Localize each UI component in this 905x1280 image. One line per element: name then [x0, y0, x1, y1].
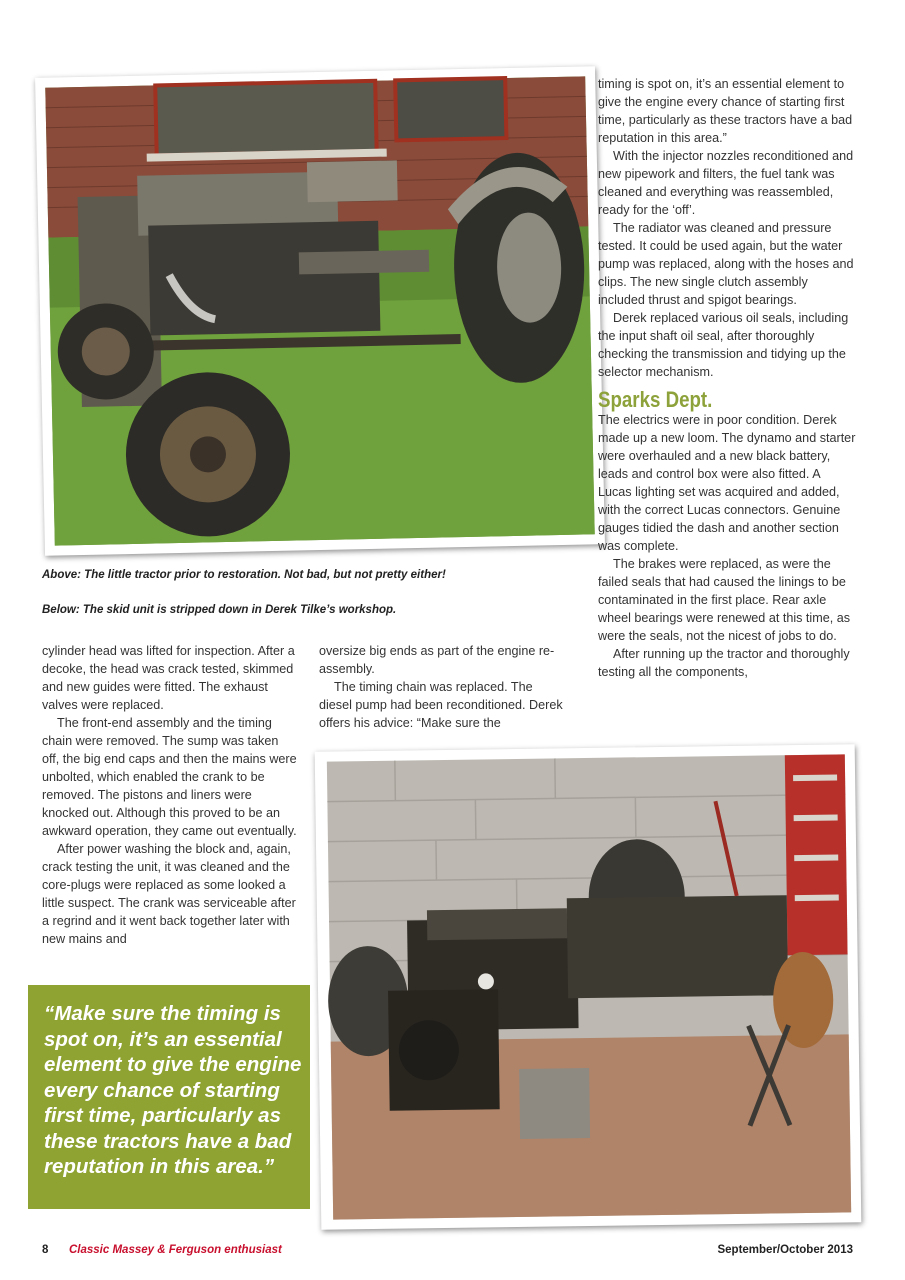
- paragraph: After power washing the block and, again, crack testing the unit, it was cleaned and the core-plugs were replaced as some looked a little suspect. The crank was serviceable after a regrind and it went back together later with new mains and: [42, 842, 296, 946]
- skid-unit-illustration: [315, 744, 862, 1229]
- paragraph: The radiator was cleaned and pressure tested. It could be used again, but the water pump was replaced, along with the hoses and clips. The new single clutch assembly included thrust and spigot bearings.: [598, 221, 854, 307]
- pull-quote-box: [28, 985, 310, 1209]
- column-2-bottom: [319, 642, 564, 732]
- paragraph: With the injector nozzles reconditioned and new pipework and filters, the fuel tank was cleaned and everything was reassembled, ready for the ‘off’.: [598, 149, 854, 217]
- tractor-illustration: [35, 66, 605, 556]
- paragraph: cylinder head was lifted for inspection. After a decoke, the head was crack tested, skimmed and new guides were fitted. The exhaust valves were replaced.: [42, 644, 295, 712]
- column-3: [598, 75, 856, 681]
- column-1-bottom: [42, 642, 297, 948]
- tractor-photo: [35, 66, 605, 556]
- section-heading: Sparks Dept.: [598, 387, 713, 412]
- caption-below: Below: The skid unit is stripped down in Derek Tilke’s workshop.: [42, 604, 397, 616]
- pull-quote-text: “Make sure the timing is spot on, it’s an essential element to give the engine every chance of starting first time, particularly as these tractors have a bad reputation in this area.”: [44, 1002, 302, 1178]
- paragraph: The timing chain was replaced. The diesel pump had been reconditioned. Derek offers his advice: “Make sure the: [319, 680, 563, 730]
- paragraph: After running up the tractor and thoroughly testing all the components,: [598, 647, 850, 679]
- issue-date: September/October 2013: [717, 1244, 853, 1256]
- paragraph: timing is spot on, it’s an essential element to give the engine every chance of starting first time, particularly as these tractors have a bad reputation in this area.”: [598, 77, 853, 145]
- paragraph: The front-end assembly and the timing chain were removed. The sump was taken off, the big end caps and then the mains were unbolted, which enabled the crank to be removed. The pistons and liners were knocked out. Although this proved to be an awkward operation, they came out eventually.: [42, 716, 297, 838]
- paragraph: Derek replaced various oil seals, including the input shaft oil seal, after thoroughly checking the transmission and tidying up the selector mechanism.: [598, 311, 849, 379]
- caption-above: Above: The little tractor prior to restoration. Not bad, but not pretty either!: [42, 569, 446, 581]
- paragraph: The brakes were replaced, as were the failed seals that had caused the linings to be contaminated in the first place. Rear axle wheel bearings were renewed at this time, as were the seals, not the nicest of jobs to do.: [598, 557, 851, 643]
- paragraph: oversize big ends as part of the engine re-assembly.: [319, 644, 555, 676]
- paragraph: The electrics were in poor condition. Derek made up a new loom. The dynamo and starter were overhauled and a new black battery, leads and control box were also fitted. A Lucas lighting set was acquired and added, with the correct Lucas connectors. Genuine gauges tidied the dash and another section was complete.: [598, 413, 856, 553]
- page-number: 8: [42, 1244, 49, 1256]
- magazine-title: Classic Massey & Ferguson enthusiast: [69, 1244, 282, 1256]
- workshop-photo: [315, 744, 862, 1229]
